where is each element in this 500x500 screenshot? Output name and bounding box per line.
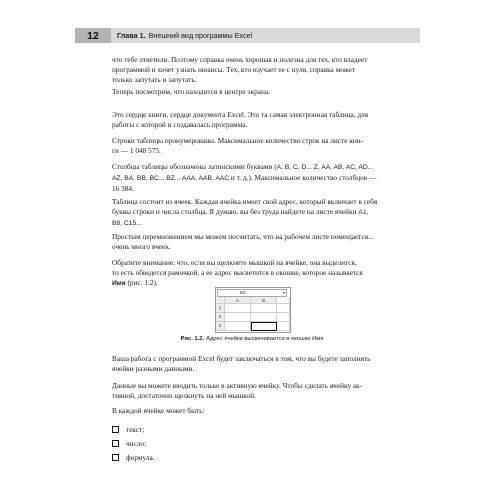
paragraph-8 — [112, 258, 430, 289]
checkbox-icon — [112, 440, 119, 447]
chapter-title: Внешний вид программы Excel — [148, 31, 253, 40]
select-all-corner[interactable] — [216, 297, 225, 304]
grid-cell[interactable] — [277, 322, 290, 331]
paragraph-line: Строки таблицы пронумерованы. Максимальное количество строк на листе кни- — [112, 136, 364, 145]
chevron-down-icon[interactable]: ▾ — [282, 290, 285, 295]
column-letters: AZ, BA, BB, BC... BZ... AAA, AAB, AAC — [112, 175, 230, 182]
running-header — [75, 28, 420, 43]
column-header[interactable]: B — [251, 297, 277, 304]
grid-cell[interactable] — [251, 313, 277, 322]
caption-text: Адрес ячейки высвечивается в окошке Имя — [206, 336, 324, 342]
paragraph-2 — [112, 87, 430, 97]
paragraph-line: ячейки разными данными. — [112, 364, 195, 373]
selected-cell[interactable] — [251, 322, 277, 331]
paragraph-line: только запутать и запутать. — [112, 75, 197, 84]
row-header[interactable]: 2 — [216, 313, 225, 322]
grid-cell[interactable] — [277, 304, 290, 313]
list-item-text: текст; — [126, 425, 145, 434]
list-item-text: формула. — [126, 453, 155, 462]
list-item — [112, 425, 312, 439]
cell-address: A1, — [358, 209, 369, 216]
caption-label: Рис. 1.2. — [180, 336, 205, 342]
paragraph-7 — [112, 232, 430, 252]
grid-cell[interactable] — [277, 297, 290, 304]
column-letters: A, B, C, D... Z, AA, AB, AC, AD... — [276, 164, 374, 171]
paragraph-10 — [112, 381, 430, 401]
paragraph-6 — [112, 197, 430, 229]
chapter-label: Глава 1. — [117, 31, 146, 40]
row-header[interactable]: 1 — [216, 304, 225, 313]
figure-caption — [112, 336, 392, 342]
checkbox-icon — [112, 454, 119, 461]
column-header[interactable]: A — [225, 297, 251, 304]
grid-cell[interactable] — [277, 313, 290, 322]
chapter-heading — [111, 28, 420, 43]
cell-address: B8, C15... — [112, 220, 142, 227]
paragraph-line: В каждой ячейке может быть: — [112, 406, 205, 415]
paragraph-text: и т. д.). Максимальное количество столбцов — — [229, 173, 377, 182]
grid-cell[interactable] — [251, 304, 277, 313]
name-box[interactable] — [217, 289, 287, 297]
name-box-value: B3 — [240, 290, 246, 295]
row-header[interactable]: 3 — [216, 322, 225, 331]
name-box-term: Имя — [112, 280, 126, 287]
paragraph-line: работы с которой и создавалась программа. — [112, 120, 248, 129]
paragraph-9 — [112, 354, 430, 374]
list-item — [112, 453, 312, 467]
paragraph-11 — [112, 406, 430, 416]
paragraph-text: 16 384. — [112, 184, 134, 193]
paragraph-line: Данные вы можете вводить только в активную ячейку. Чтобы сделать ячейку ак- — [112, 381, 363, 390]
paragraph-text: Обратите внимание, что, если вы щелкнете мышкой на ячейке, она выделится, — [112, 258, 357, 267]
paragraph-4 — [112, 136, 430, 156]
excel-screenshot-figure — [215, 287, 291, 333]
paragraph-line: тивной, достаточно щелкнуть на ней мышкой. — [112, 391, 256, 400]
paragraph-line: ги — 1 048 575. — [112, 146, 161, 155]
paragraph-line: Теперь посмотрим, что находится в центре экрана. — [112, 87, 270, 96]
list-item — [112, 439, 312, 453]
paragraph-1 — [112, 55, 430, 85]
cell-content-list — [112, 425, 312, 467]
grid-cell[interactable] — [225, 322, 251, 331]
paragraph-text: Столбцы таблицы обозначены латинскими буквами ( — [112, 162, 277, 171]
paragraph-text: то есть обведется рамочкой, а ее адрес высветится в окошке, которое называется — [112, 268, 363, 277]
paragraph-5 — [112, 162, 430, 194]
paragraph-text: буквы строки и числа столбца. Я думаю, вы без труда найдете на листе ячейки — [112, 207, 359, 216]
paragraph-text: Таблица состоит из ячеек. Каждая ячейка имеет свой адрес, который включает в себя — [112, 197, 378, 206]
paragraph-line: очень много ячеек. — [112, 242, 171, 251]
paragraph-line: Ваша работа с программой Excel будет заключаться в том, что вы будете заполнять — [112, 354, 371, 363]
paragraph-line: что тебе ответили. Поэтому справка очень хорошая и полезна для тех, кто владеет — [112, 55, 368, 64]
paragraph-line: Простым перемножением мы можем посчитать, что на рабочем листе помещается... — [112, 232, 374, 241]
paragraph-line: Это сердце книги, сердце документа Excel. Это та самая электронная таблица, для — [112, 110, 369, 119]
grid-cell[interactable] — [225, 304, 251, 313]
page-number: 12 — [75, 28, 111, 43]
paragraph-line: программой и хочет узнать нюансы. Тех, кто изучает ее с нуля, справка может — [112, 65, 356, 74]
checkbox-icon — [112, 426, 119, 433]
grid-cell[interactable] — [225, 313, 251, 322]
paragraph-3 — [112, 110, 430, 130]
paragraph-text: (рис. 1.2). — [125, 278, 158, 287]
list-item-text: число; — [126, 439, 147, 448]
